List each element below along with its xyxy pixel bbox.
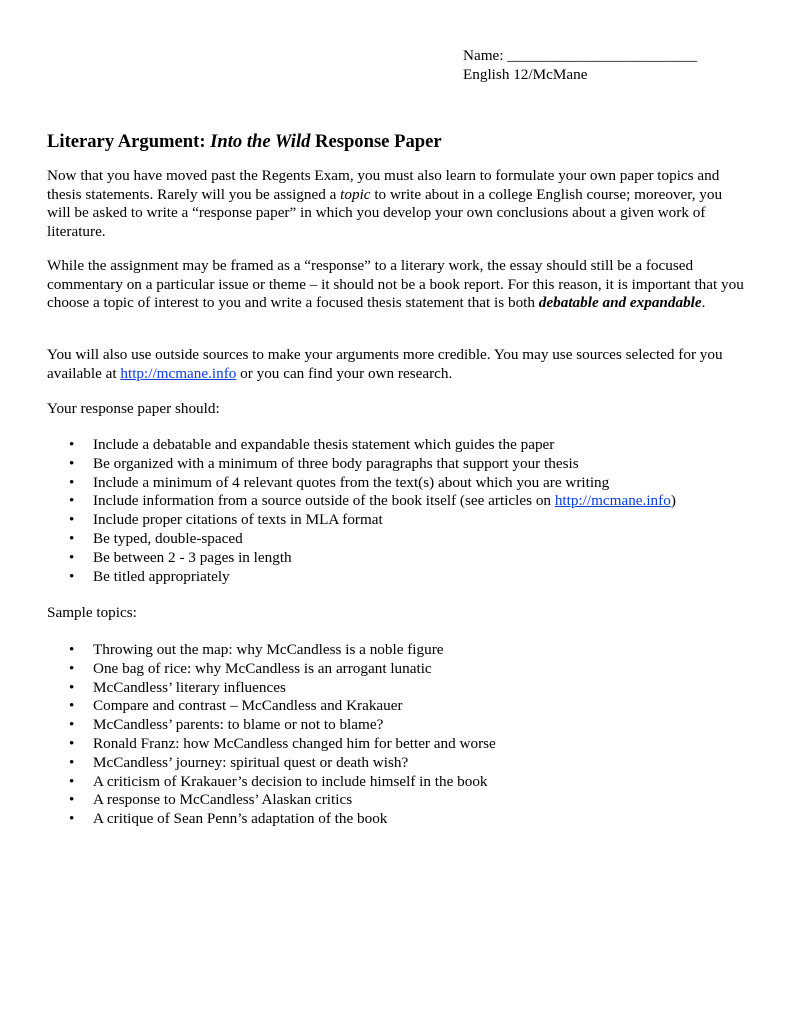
list-item-text: A response to McCandless’ Alaskan critics (93, 791, 353, 809)
list-item (47, 511, 747, 530)
title-suffix: Response Paper (310, 131, 442, 152)
bullet-icon: • (69, 492, 75, 510)
bullet-icon: • (69, 697, 75, 715)
list-item (47, 530, 747, 549)
topics-list (47, 641, 747, 829)
list-item-text: McCandless’ parents: to blame or not to blame? (93, 716, 384, 734)
intro-paragraph-3 (47, 346, 747, 383)
list-item-text: Be organized with a minimum of three body paragraphs that support your thesis (93, 454, 579, 472)
intro-p2-text-b: . (701, 294, 706, 311)
intro-p1-text-a: Now that you have moved past the Regents Exam, you must also learn to formulate your own paper topics and thesis statements. Rarely will you be assigned a (47, 167, 720, 203)
list-item-text: McCandless’ journey: spiritual quest or death wish? (93, 753, 409, 771)
intro-p2-text-a: While the assignment may be framed as a “response” to a literary work, the essay should still be a focused commentary on a particular issue or theme – it should not be a book report. For this reason, it is important that you choose a topic of interest to you and write a focused thesis statement that is both (47, 257, 744, 311)
bullet-icon: • (69, 791, 75, 809)
list-item-text: Include information from a source outside of the book itself (see articles on (93, 492, 555, 510)
list-item-text: Be between 2 - 3 pages in length (93, 548, 292, 566)
intro-paragraph-1 (47, 167, 747, 241)
list-item (47, 754, 747, 773)
intro-p1-topic: topic (340, 185, 371, 203)
list-item-text-end: ) (670, 492, 676, 510)
list-item (47, 735, 747, 754)
bullet-icon: • (69, 753, 75, 771)
list-item (47, 568, 747, 587)
title-book: Into the Wild (210, 131, 311, 152)
list-item-text: Include a minimum of 4 relevant quotes from the text(s) about which you are writing (93, 473, 610, 491)
mcmane-link[interactable]: http://mcmane.info (120, 364, 237, 382)
list-item-text: Be titled appropriately (93, 567, 230, 585)
requirements-list (47, 436, 747, 586)
list-item (47, 773, 747, 792)
mcmane-articles-link[interactable]: http://mcmane.info (554, 492, 671, 510)
list-item-text: Be typed, double-spaced (93, 529, 243, 547)
list-item (47, 474, 747, 493)
list-item (47, 791, 747, 810)
bullet-icon: • (69, 734, 75, 752)
list-item-text: Include a debatable and expandable thesis statement which guides the paper (93, 436, 555, 453)
requirements-heading: Your response paper should: (47, 400, 220, 417)
list-item (47, 549, 747, 568)
list-item (47, 660, 747, 679)
intro-p1-text-b: to write about in a college English course; moreover, you will be asked to write a “response paper” in which you develop your own conclusions about a given work of literature. (47, 185, 723, 240)
list-item-text: McCandless’ literary influences (93, 678, 286, 696)
bullet-icon: • (69, 529, 75, 547)
list-item (47, 641, 747, 660)
list-item-text: Compare and contrast – McCandless and Krakauer (93, 697, 403, 715)
class-line: English 12/McMane (463, 66, 588, 83)
list-item-text: A critique of Sean Penn’s adaptation of the book (93, 810, 388, 828)
list-item (47, 679, 747, 698)
intro-p2-emphasis: debatable and expandable (538, 294, 702, 311)
bullet-icon: • (69, 810, 75, 828)
topics-heading: Sample topics: (47, 604, 137, 621)
bullet-icon: • (69, 659, 75, 677)
name-line: Name: _________________________ (463, 47, 698, 64)
bullet-icon: • (69, 436, 75, 453)
header-block (463, 46, 743, 84)
list-item-text: One bag of rice: why McCandless is an arrogant lunatic (93, 659, 432, 677)
bullet-icon: • (69, 454, 75, 472)
list-item (47, 455, 747, 474)
bullet-icon: • (69, 511, 75, 529)
intro-p3-text-b: or you can find your own research. (236, 364, 453, 382)
bullet-icon: • (69, 548, 75, 566)
bullet-icon: • (69, 716, 75, 734)
list-item-text: Throwing out the map: why McCandless is a noble figure (93, 641, 444, 658)
list-item-text: Include proper citations of texts in MLA format (93, 511, 383, 529)
bullet-icon: • (69, 473, 75, 491)
intro-p3-text-a: You will also use outside sources to make your arguments more credible. You may use sources selected for you available at (47, 346, 723, 382)
list-item (47, 436, 747, 455)
title-prefix: Literary Argument: (47, 131, 211, 152)
list-item (47, 697, 747, 716)
list-item (47, 716, 747, 735)
list-item-text: A criticism of Krakauer’s decision to include himself in the book (93, 772, 488, 790)
bullet-icon: • (69, 772, 75, 790)
page-title (47, 131, 442, 153)
bullet-icon: • (69, 641, 75, 658)
bullet-icon: • (69, 567, 75, 585)
list-item-text: Ronald Franz: how McCandless changed him for better and worse (93, 734, 496, 752)
list-item (47, 492, 747, 511)
bullet-icon: • (69, 678, 75, 696)
intro-paragraph-2 (47, 257, 747, 313)
list-item (47, 810, 747, 829)
